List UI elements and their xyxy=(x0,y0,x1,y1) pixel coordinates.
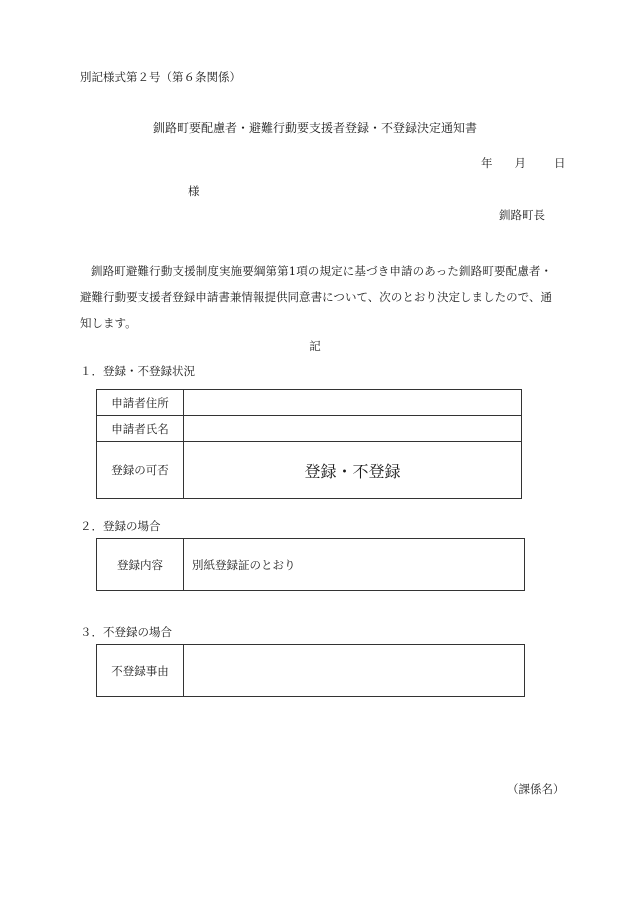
table-row xyxy=(97,390,522,416)
ki-marker: 記 xyxy=(309,339,321,353)
date-month: 月 xyxy=(514,156,526,170)
non-registration-reason-field[interactable] xyxy=(184,645,525,697)
non-registered-case-table xyxy=(96,644,525,697)
date-day: 日 xyxy=(554,156,566,170)
table-row xyxy=(97,416,522,442)
registration-content-value: 別紙登録証のとおり xyxy=(184,539,525,591)
registration-decision-value[interactable]: 登録・不登録 xyxy=(184,442,522,499)
applicant-address-label: 申請者住所 xyxy=(97,390,184,416)
section1-heading: １．登録・不登録状況 xyxy=(80,364,195,378)
date-line xyxy=(481,155,566,171)
applicant-address-field[interactable] xyxy=(184,390,522,416)
registration-status-table xyxy=(96,389,522,499)
section2-heading: ２．登録の場合 xyxy=(80,519,161,533)
body-paragraph: 釧路町避難行動支援制度実施要綱第第1項の規定に基づき申請のあった釧路町要配慮者・避難行動要支援者登録申請書兼情報提供同意書について、次のとおり決定しましたので、通知します。 xyxy=(80,264,552,330)
applicant-name-label: 申請者氏名 xyxy=(97,416,184,442)
registration-decision-label: 登録の可否 xyxy=(97,442,184,499)
table-row xyxy=(97,539,525,591)
section-name: （課係名） xyxy=(507,782,565,796)
applicant-name-field[interactable] xyxy=(184,416,522,442)
table-row xyxy=(97,645,525,697)
date-year: 年 xyxy=(481,156,493,170)
addressee-suffix: 様 xyxy=(188,184,200,198)
registered-case-table xyxy=(96,538,525,591)
non-registration-reason-label: 不登録事由 xyxy=(97,645,184,697)
document-title: 釧路町要配慮者・避難行動要支援者登録・不登録決定通知書 xyxy=(152,121,477,135)
registration-content-label: 登録内容 xyxy=(97,539,184,591)
sender-name: 釧路町長 xyxy=(499,208,545,222)
table-row xyxy=(97,442,522,499)
section3-heading: ３．不登録の場合 xyxy=(80,625,172,639)
form-number: 別記様式第２号（第６条関係） xyxy=(80,70,241,84)
